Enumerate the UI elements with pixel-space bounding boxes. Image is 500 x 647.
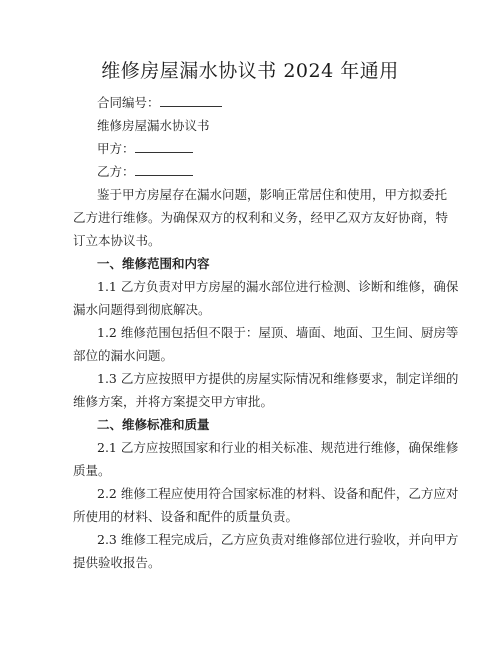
contract-number-label: 合同编号：: [97, 95, 160, 110]
clause-line: 2.3 维修工程完成后，乙方应负责对维修部位进行验收，并向甲方: [97, 532, 459, 547]
clause-line: 提供验收报告。: [73, 555, 161, 570]
party-a-label: 甲方：: [97, 141, 135, 156]
party-a-blank: [135, 140, 193, 153]
intro-line: 鉴于甲方房屋存在漏水问题，影响正常居住和使用，甲方拟委托: [97, 187, 448, 202]
clause-line: 2.2 维修工程应使用符合国家标准的材料、设备和配件，乙方应对: [97, 486, 459, 501]
intro-line: 乙方进行维修。为确保双方的权利和义务，经甲乙双方友好协商，特: [73, 210, 449, 225]
party-a-row: [97, 140, 457, 158]
clause-line: 维修方案，并将方案提交甲方审批。: [73, 394, 274, 409]
clause-line: 所使用的材料、设备和配件的质量负责。: [73, 509, 299, 524]
section-heading: 一、维修范围和内容: [97, 256, 210, 271]
section-heading: 二、维修标准和质量: [97, 417, 210, 432]
clause-line: 1.1 乙方负责对甲方房屋的漏水部位进行检测、诊断和维修，确保: [97, 279, 459, 294]
clause-line: 1.3 乙方应按照甲方提供的房屋实际情况和维修要求，制定详细的: [97, 371, 459, 386]
intro-line: 订立本协议书。: [73, 233, 161, 248]
party-b-label: 乙方：: [97, 164, 135, 179]
party-b-row: [97, 163, 457, 181]
clause-line: 2.1 乙方应按照国家和行业的相关标准、规范进行维修，确保维修: [97, 440, 459, 455]
clause-line: 1.2 维修范围包括但不限于：屋顶、墙面、地面、卫生间、厨房等: [97, 325, 459, 340]
party-b-blank: [135, 163, 193, 176]
clause-line: 部位的漏水问题。: [73, 348, 174, 363]
document-name: 维修房屋漏水协议书: [97, 118, 210, 133]
document-title: 维修房屋漏水协议书 2024 年通用: [101, 60, 399, 82]
clause-line: 漏水问题得到彻底解决。: [73, 302, 211, 317]
contract-number-blank: [160, 94, 222, 107]
contract-number-row: [97, 94, 457, 112]
clause-line: 质量。: [73, 463, 111, 478]
